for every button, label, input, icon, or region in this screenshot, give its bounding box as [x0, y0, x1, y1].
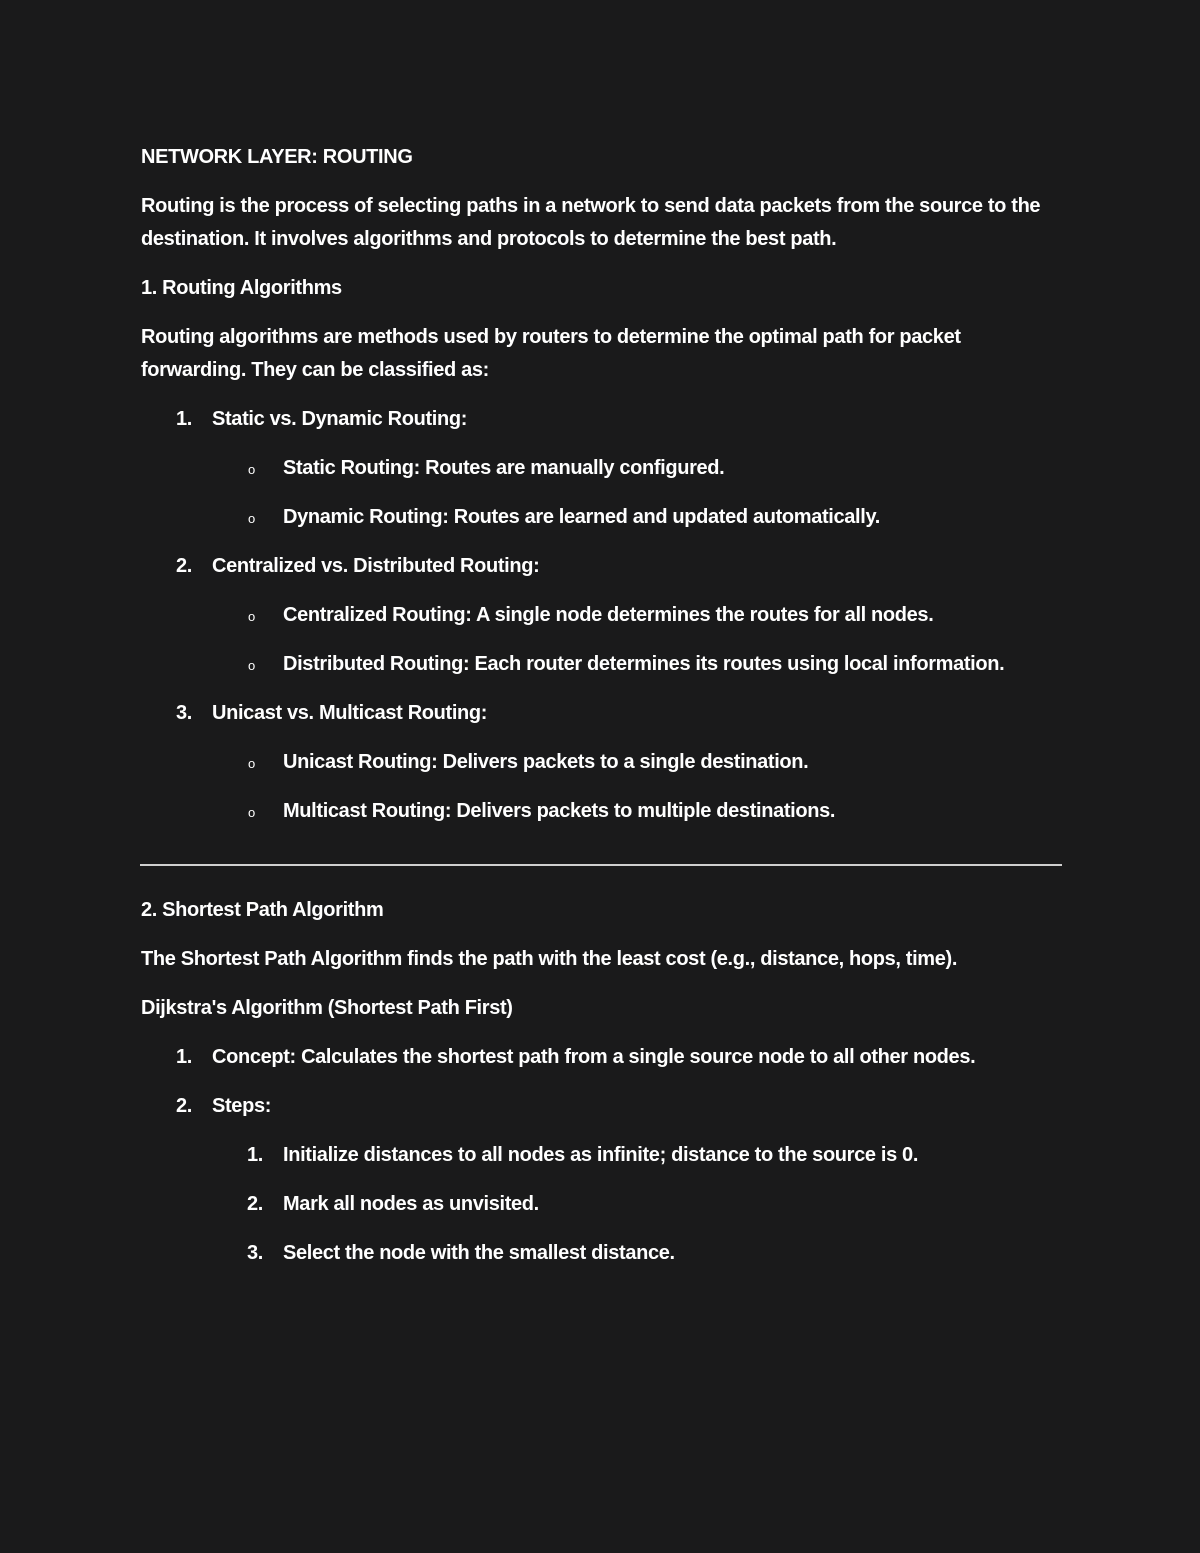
sub-list-item: [212, 648, 1061, 681]
page-title: NETWORK LAYER: ROUTING: [141, 146, 413, 168]
intro-paragraph: Routing is the process of selecting paths in a network to send data packets from the source to the destination. It involves algorithms and protocols to determine the best path.: [141, 195, 1041, 250]
list-item-label: Unicast vs. Multicast Routing:: [212, 702, 488, 724]
list-item: [141, 1041, 1061, 1074]
step-item: [212, 1139, 1061, 1172]
sub-list-item-text: Unicast Routing: Delivers packets to a single destination.: [283, 751, 809, 773]
list-item: [141, 697, 1061, 828]
sub-list: [212, 452, 1061, 534]
step-number: 1.: [247, 1144, 263, 1166]
steps-list: [212, 1139, 1061, 1270]
list-item-label: Centralized vs. Distributed Routing:: [212, 555, 540, 577]
section2-heading: 2. Shortest Path Algorithm: [141, 899, 384, 921]
list-item: [141, 550, 1061, 681]
circle-bullet-icon: o: [248, 805, 255, 820]
sub-list: [212, 599, 1061, 681]
dijkstra-list: [141, 1041, 1061, 1270]
circle-bullet-icon: o: [248, 609, 255, 624]
section2-subheading: Dijkstra's Algorithm (Shortest Path First): [141, 997, 513, 1019]
sub-list-item: [212, 746, 1061, 779]
list-number: 1.: [176, 408, 192, 430]
list-item-label: Concept: Calculates the shortest path from a single source node to all other nodes.: [212, 1046, 976, 1068]
circle-bullet-icon: o: [248, 511, 255, 526]
list-item-label: Static vs. Dynamic Routing:: [212, 408, 468, 430]
sub-list-item-text: Multicast Routing: Delivers packets to multiple destinations.: [283, 800, 836, 822]
step-number: 3.: [247, 1242, 263, 1264]
section2-description: The Shortest Path Algorithm finds the path with the least cost (e.g., distance, hops, time).: [141, 948, 958, 970]
sub-list-item-text: Centralized Routing: A single node determines the routes for all nodes.: [283, 604, 934, 626]
step-item: [212, 1237, 1061, 1270]
sub-list-item: [212, 452, 1061, 485]
step-text: Mark all nodes as unvisited.: [283, 1193, 539, 1215]
horizontal-divider: [140, 864, 1062, 866]
list-item-label: Steps:: [212, 1095, 272, 1117]
section1-heading: 1. Routing Algorithms: [141, 277, 342, 299]
sub-list-item: [212, 599, 1061, 632]
list-number: 2.: [176, 1095, 192, 1117]
sub-list-item: [212, 501, 1061, 534]
list-item: [141, 1090, 1061, 1270]
list-number: 2.: [176, 555, 192, 577]
step-item: [212, 1188, 1061, 1221]
step-text: Select the node with the smallest distance.: [283, 1242, 675, 1264]
routing-types-list: [141, 403, 1061, 828]
circle-bullet-icon: o: [248, 658, 255, 673]
step-text: Initialize distances to all nodes as infinite; distance to the source is 0.: [283, 1144, 919, 1166]
step-number: 2.: [247, 1193, 263, 1215]
sub-list-item-text: Static Routing: Routes are manually configured.: [283, 457, 725, 479]
sub-list-item: [212, 795, 1061, 828]
circle-bullet-icon: o: [248, 462, 255, 477]
sub-list-item-text: Dynamic Routing: Routes are learned and updated automatically.: [283, 506, 880, 528]
list-number: 3.: [176, 702, 192, 724]
circle-bullet-icon: o: [248, 756, 255, 771]
sub-list: [212, 746, 1061, 828]
section1-description: Routing algorithms are methods used by routers to determine the optimal path for packet forwarding. They can be classified as:: [141, 326, 961, 381]
list-item: [141, 403, 1061, 534]
document-content: [141, 141, 1061, 1286]
sub-list-item-text: Distributed Routing: Each router determines its routes using local information.: [283, 653, 1005, 675]
list-number: 1.: [176, 1046, 192, 1068]
